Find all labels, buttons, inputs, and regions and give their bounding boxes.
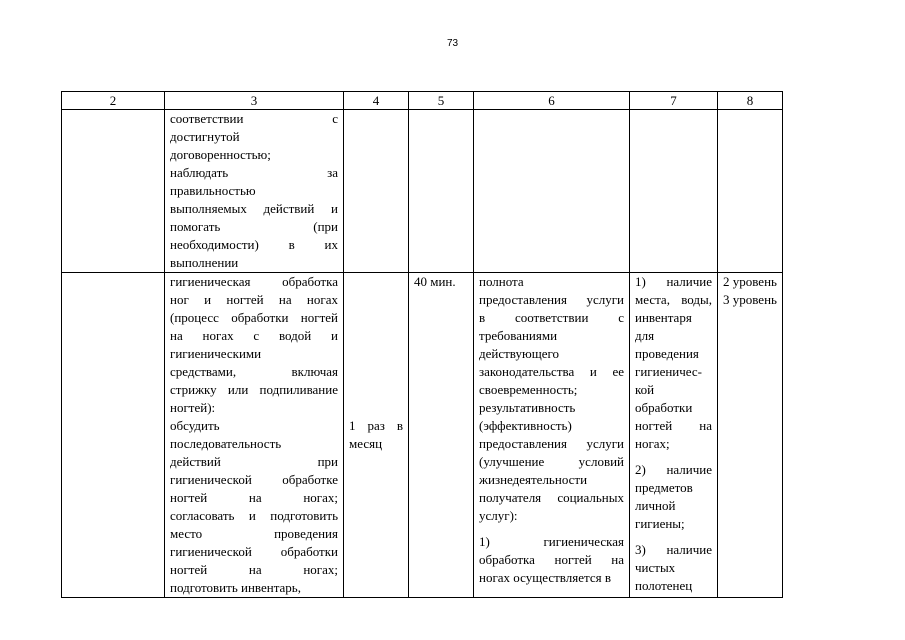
text-line: места, воды, [635,292,712,307]
row1-col3-cell [165,110,344,273]
row2-col5-cell [409,273,474,598]
text-line: кой [635,382,655,397]
text-line: законодательства и ее [479,364,624,379]
table-row [62,273,783,598]
text-line: необходимости) в их [170,237,338,252]
text-line: соответствии с [170,111,338,126]
text-line: ногах; [635,436,670,451]
text-line: ногтей на [635,418,712,433]
text-line: для [635,328,655,343]
text-line: 1 раз в [349,418,403,433]
row1-col8-cell [718,110,783,273]
row1-col5-cell [409,110,474,273]
text-line: своевременность; [479,382,578,397]
row1-col4-cell [344,110,409,273]
text-line: помогать (при [170,219,338,234]
text-line: 1) гигиеническая [479,534,624,549]
text-line: услуг): [479,508,518,523]
text-line: гигиеническими [170,346,262,361]
row2-col4-text [349,417,403,453]
row2-col7-para2 [635,461,712,533]
header-col-6: 6 [474,92,630,110]
text-line: место проведения [170,526,338,541]
text-line: гигиеническая обработка [170,274,338,289]
text-line: ног и ногтей на ногах [170,292,338,307]
row2-col8-cell [718,273,783,598]
row2-col7-cell [630,273,718,598]
header-col-2: 2 [62,92,165,110]
text-line: правильностью [170,183,256,198]
text-line: обсудить [170,418,220,433]
text-line: предоставления услуги [479,292,624,307]
row2-col7-para1 [635,273,712,453]
text-line: месяц [349,436,383,451]
text-line: последовательность [170,436,282,451]
text-line: 3 уровень [723,292,777,307]
row2-col4-cell [344,273,409,598]
text-line: гигиеничес- [635,364,702,379]
text-line: выполнении [170,255,239,270]
text-line: наблюдать за [170,165,338,180]
row2-col3-cell [165,273,344,598]
text-line: 2) наличие [635,462,712,477]
row1-col3-text [170,110,338,272]
row2-col3-text [170,273,338,597]
header-col-5: 5 [409,92,474,110]
text-line: личной [635,498,676,513]
services-table [61,91,783,598]
text-line: выполняемых действий и [170,201,338,216]
text-line: 3) наличие [635,542,712,557]
text-line: ногах осуществляется в [479,570,611,585]
table-row [62,110,783,273]
row1-col7-cell [630,110,718,273]
text-line: полнота [479,274,524,289]
page-number: 73 [446,38,459,49]
text-line: требованиями [479,328,558,343]
header-col-8: 8 [718,92,783,110]
row2-col2-cell [62,273,165,598]
text-line: жизнедеятельности [479,472,588,487]
text-line: предоставления услуги [479,436,624,451]
text-line: инвентаря [635,310,692,325]
text-line: 2 уровень [723,274,777,289]
row2-col8-text [723,273,777,309]
text-line: полотенец [635,578,693,593]
table-header-row [62,92,783,110]
text-line: в соответствии с [479,310,624,325]
text-line: стрижку или подпиливание [170,382,338,397]
text-line: ногтей): [170,400,216,415]
row1-col6-cell [474,110,630,273]
text-line: обработки [635,400,693,415]
text-line: гигиены; [635,516,685,531]
text-line: подготовить инвентарь, [170,580,301,595]
text-line: 1) наличие [635,274,712,289]
row2-col6-cell [474,273,630,598]
header-col-4: 4 [344,92,409,110]
text-line: ногтей на ногах; [170,562,338,577]
text-line: достигнутой [170,129,240,144]
text-line: согласовать и подготовить [170,508,338,523]
text-line: средствами, включая [170,364,338,379]
text-line: действий при [170,454,338,469]
text-line: результативность [479,400,576,415]
row1-col2-cell [62,110,165,273]
row2-col6-para2 [479,533,624,587]
text-line: обработка ногтей на [479,552,624,567]
text-line: гигиенической обработке [170,472,338,487]
text-line: действующего [479,346,559,361]
row2-col5-text: 40 мин. [414,274,456,289]
text-line: получателя социальных [479,490,624,505]
text-line: предметов [635,480,693,495]
text-line: на ногах с водой и [170,328,338,343]
row2-col6-para1 [479,273,624,525]
text-line: договоренностью; [170,147,271,162]
text-line: гигиенической обработки [170,544,338,559]
row2-col7-para3 [635,541,712,595]
text-line: (эффективность) [479,418,572,433]
text-line: (улучшение условий [479,454,624,469]
text-line: (процесс обработки ногтей [170,310,338,325]
text-line: ногтей на ногах; [170,490,338,505]
header-col-3: 3 [165,92,344,110]
text-line: проведения [635,346,699,361]
header-col-7: 7 [630,92,718,110]
text-line: чистых [635,560,676,575]
